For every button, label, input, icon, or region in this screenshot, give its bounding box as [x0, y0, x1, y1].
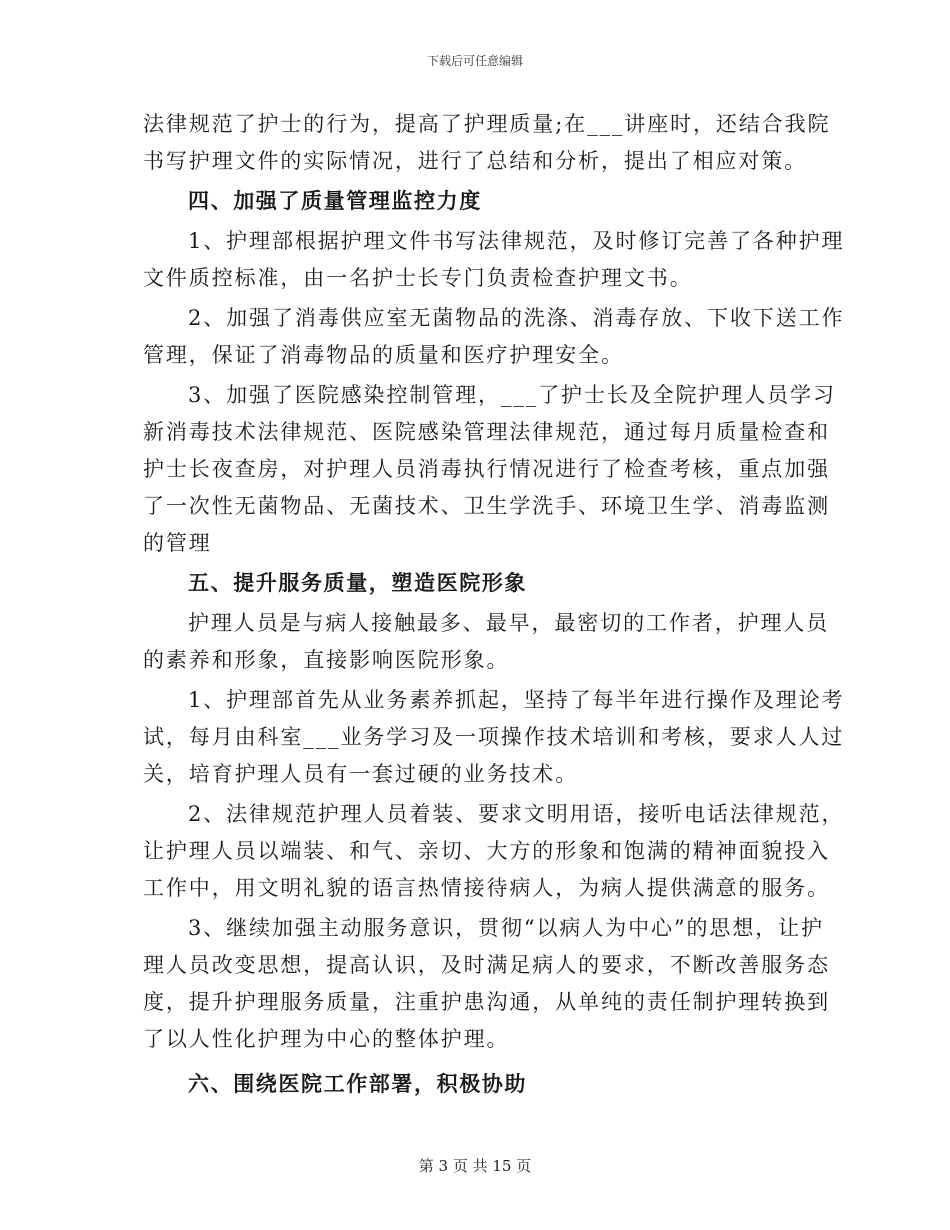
document-body	[143, 106, 845, 1103]
paragraph-line: 护理人员是与病人接触最多、最早，最密切的工作者，护理人员	[188, 611, 830, 635]
paragraph-line: 1、护理部首先从业务素养抓起，坚持了每半年进行操作及理论考	[188, 688, 845, 712]
paragraph-line: 工作中，用文明礼貌的语言热情接待病人，为病人提供满意的服务。	[143, 876, 830, 900]
paragraph-line: 新消毒技术法律规范、医院感染管理法律规范，通过每月质量检查和	[143, 420, 830, 444]
section-heading: 四、加强了质量管理监控力度	[188, 189, 482, 213]
paragraph-line: 的管理	[143, 531, 212, 555]
paragraph-line: 书写护理文件的实际情况，进行了总结和分析，提出了相应对策。	[143, 149, 808, 173]
paragraph-line: 了一次性无菌物品、无菌技术、卫生学洗手、环境卫生学、消毒监测	[143, 494, 830, 518]
paragraph-line: 3、加强了医院感染控制管理，___了护士长及全院护理人员学习	[188, 383, 836, 407]
paragraph-line: 护士长夜查房，对护理人员消毒执行情况进行了检查考核，重点加强	[143, 457, 830, 481]
section-heading: 六、围绕医院工作部署，积极协助	[188, 1072, 527, 1096]
section-heading: 五、提升服务质量，塑造医院形象	[188, 571, 527, 595]
paragraph-line: 法律规范了护士的行为，提高了护理质量;在___讲座时，还结合我院	[143, 112, 831, 136]
paragraph-line: 1、护理部根据护理文件书写法律规范，及时修订完善了各种护理	[188, 229, 845, 253]
paragraph-line: 让护理人员以端装、和气、亲切、大方的形象和饱满的精神面貌投入	[143, 839, 830, 863]
page-header: 下载后可任意编辑	[426, 54, 523, 68]
paragraph-line: 了以人性化护理为中心的整体护理。	[143, 1027, 510, 1051]
paragraph-line: 试，每月由科室___业务学习及一项操作技术培训和考核，要求人人过	[143, 725, 845, 749]
page-number: 第 3 页 共 15 页	[418, 1157, 532, 1175]
paragraph-line: 理人员改变思想，提高认识，及时满足病人的要求，不断改善服务态	[143, 953, 830, 977]
paragraph-line: 3、继续加强主动服务意识，贯彻“以病人为中心”的思想，让护	[188, 916, 824, 940]
paragraph-line: 的素养和形象，直接影响医院形象。	[143, 648, 510, 672]
paragraph-line: 文件质控标准，由一名护士长专门负责检查护理文书。	[143, 266, 693, 290]
paragraph-line: 2、加强了消毒供应室无菌物品的洗涤、消毒存放、下收下送工作	[188, 306, 845, 330]
paragraph-line: 关，培育护理人员有一套过硬的业务技术。	[143, 762, 579, 786]
paragraph-line: 度，提升护理服务质量，注重护患沟通，从单纯的责任制护理转换到	[143, 990, 830, 1014]
paragraph-line: 管理，保证了消毒物品的质量和医疗护理安全。	[143, 343, 624, 367]
paragraph-line: 2、法律规范护理人员着装、要求文明用语，接听电话法律规范，	[188, 802, 845, 826]
